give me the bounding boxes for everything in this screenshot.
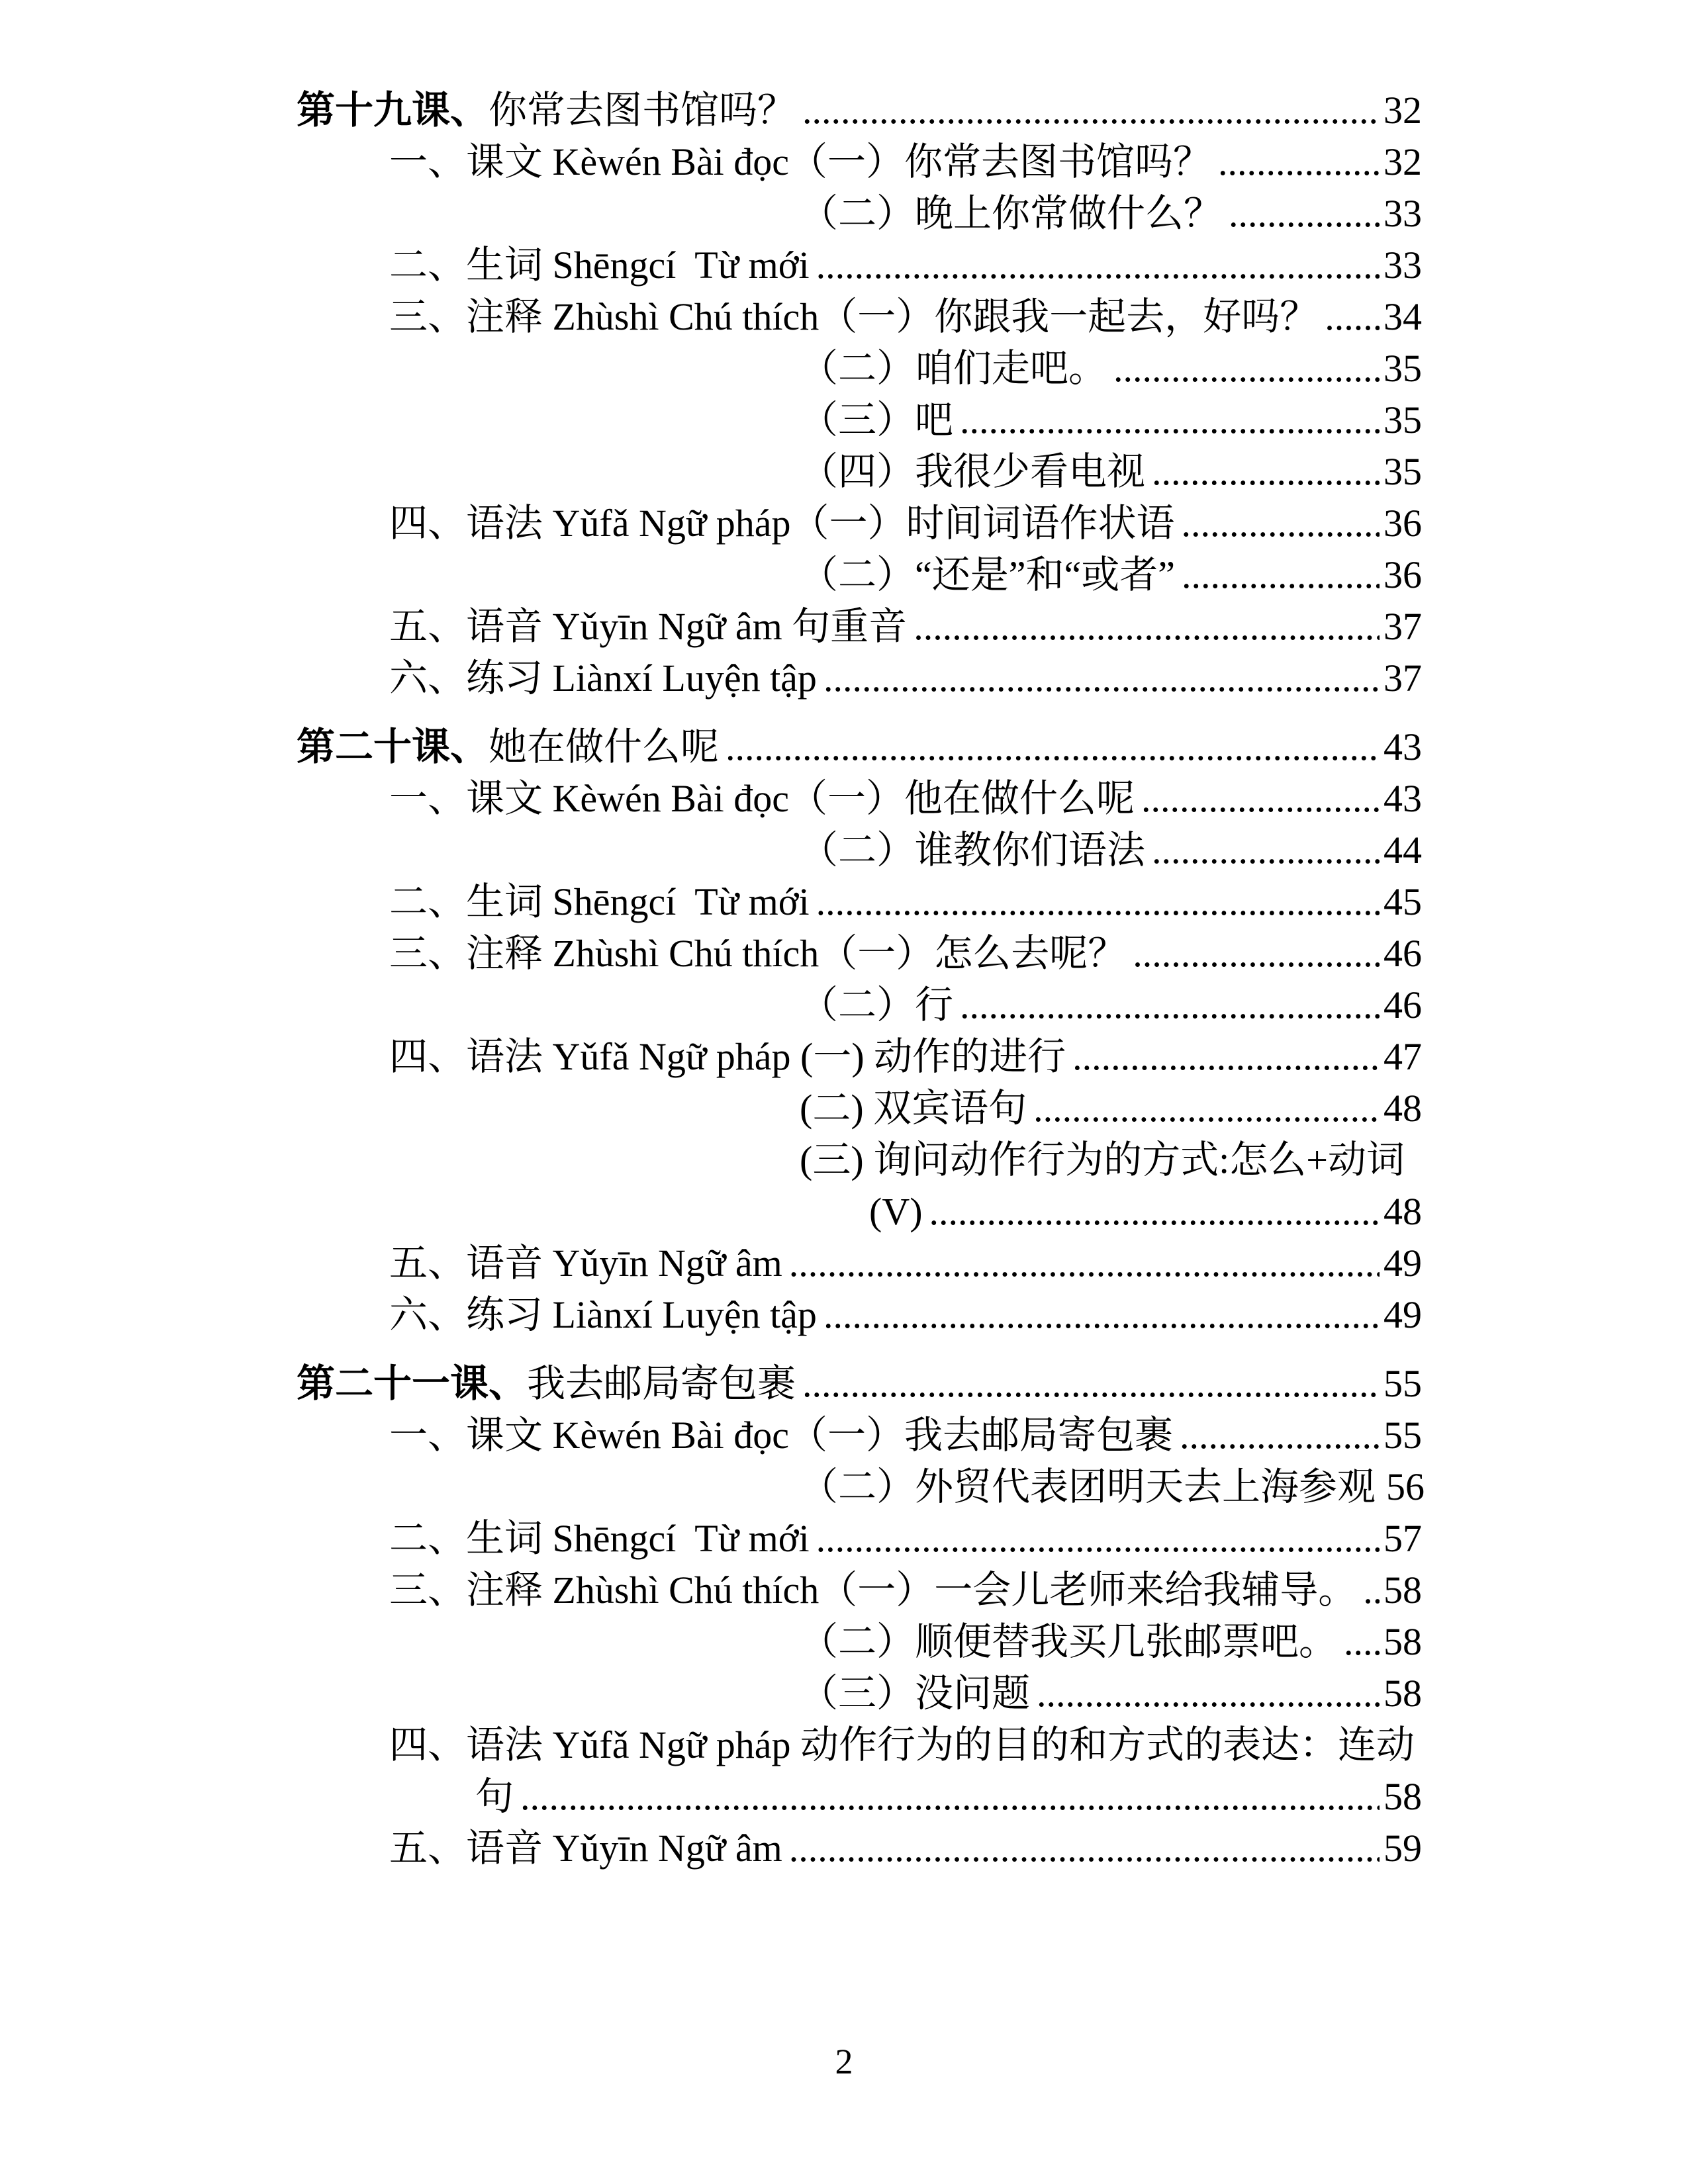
toc-entry-label: （三）吧: [800, 398, 954, 441]
toc-entry-row: [297, 446, 1422, 498]
toc-entry-label: 二、生词 Shēngcí Từ mới: [389, 880, 810, 923]
toc-entry-page-number: 36: [1383, 553, 1422, 596]
toc-chapter-row: [297, 721, 1422, 773]
toc-dot-leader: [1218, 136, 1380, 188]
toc-entry-label: 三、注释 Zhùshì Chú thích（一）怎么去呢？: [389, 932, 1127, 975]
toc-entry-row: [297, 498, 1422, 549]
toc-entry-row: [297, 291, 1422, 343]
toc-dot-leader: [726, 721, 1380, 773]
toc-entry-page-number: 56: [1386, 1465, 1425, 1508]
toc-entry-label: 五、语音 Yǔyīn Ngữ âm: [389, 1242, 782, 1285]
toc-entry-page-number: 37: [1383, 605, 1422, 648]
toc-entry-row: [297, 1565, 1422, 1616]
toc-entry-label: 句: [475, 1775, 514, 1818]
toc-entry-row: [297, 1719, 1422, 1771]
toc-entry-row: [297, 1461, 1425, 1513]
toc-dot-leader: [1113, 343, 1380, 394]
toc-entry-row: [297, 188, 1422, 240]
toc-entry-page-number: 49: [1383, 1293, 1422, 1336]
toc-entry-label: （二）顺便替我买几张邮票吧。: [800, 1620, 1338, 1663]
toc-entry-row: [297, 549, 1422, 601]
toc-dot-leader: [914, 601, 1380, 653]
toc-entry-label: 五、语音 Yǔyīn Ngữ âm: [389, 1827, 782, 1870]
toc-dot-leader: [816, 876, 1380, 928]
toc-entry-label: （二）晚上你常做什么？: [800, 192, 1223, 235]
toc-entry-page-number: 58: [1383, 1672, 1422, 1715]
toc-chapter-row: [297, 85, 1422, 136]
toc-entry-page-number: 46: [1383, 932, 1422, 975]
toc-entry-row: [297, 876, 1422, 928]
toc-entry-row: [297, 1513, 1422, 1565]
toc-dot-leader: [823, 1289, 1380, 1341]
toc-dot-leader: [1141, 773, 1380, 825]
toc-entry-label: 四、语法 Yǔfǎ Ngữ pháp (一) 动作的进行: [389, 1035, 1066, 1078]
toc-dot-leader: [520, 1771, 1380, 1823]
toc-entry-label: 六、练习 Liànxí Luyện tập: [389, 657, 817, 700]
toc-entry-label: 五、语音 Yǔyīn Ngữ âm 句重音: [389, 605, 908, 648]
toc-entry-label: 三、注释 Zhùshì Chú thích（一）你跟我一起去，好吗？: [389, 295, 1319, 338]
toc-list: [297, 85, 1425, 1874]
toc-entry-row: [297, 773, 1422, 825]
toc-entry-row: [297, 240, 1422, 291]
toc-entry-row: [297, 653, 1422, 704]
toc-entry-page-number: 37: [1383, 657, 1422, 700]
toc-entry-label: 二、生词 Shēngcí Từ mới: [389, 244, 810, 287]
toc-entry-page-number: 35: [1383, 398, 1422, 441]
toc-entry-bold-label: 第十九课、: [297, 89, 489, 132]
toc-entry-page-number: 43: [1383, 725, 1422, 768]
toc-entry-page-number: 58: [1383, 1569, 1422, 1612]
toc-dot-leader: [816, 1513, 1380, 1565]
page-number: 2: [835, 2042, 853, 2081]
toc-entry-row: [297, 979, 1422, 1031]
toc-entry-page-number: 55: [1383, 1414, 1422, 1457]
toc-dot-leader: [802, 85, 1380, 136]
toc-entry-label: 三、注释 Zhùshì Chú thích（一）一会儿老师来给我辅导。: [389, 1569, 1357, 1612]
toc-entry-page-number: 58: [1383, 1620, 1422, 1663]
toc-entry-label: 我去邮局寄包裹: [527, 1362, 796, 1405]
toc-dot-leader: [929, 1186, 1380, 1238]
toc-entry-label: 一、课文 Kèwén Bài đọc（一）你常去图书馆吗？: [389, 140, 1212, 183]
toc-dot-leader: [1182, 498, 1380, 549]
toc-entry-page-number: 59: [1383, 1827, 1422, 1870]
toc-entry-row: [297, 1083, 1422, 1134]
toc-entry-page-number: 45: [1383, 880, 1422, 923]
toc-entry-label: （二）咱们走吧。: [800, 347, 1107, 390]
toc-dot-leader: [1037, 1668, 1380, 1719]
toc-entry-page-number: 33: [1383, 192, 1422, 235]
toc-entry-page-number: 35: [1383, 450, 1422, 493]
toc-dot-leader: [1133, 928, 1380, 979]
toc-dot-leader: [1363, 1565, 1380, 1616]
toc-entry-page-number: 32: [1383, 140, 1422, 183]
toc-entry-row: [297, 928, 1422, 979]
toc-entry-bold-label: 第二十一课、: [297, 1362, 528, 1405]
toc-entry-row: [297, 343, 1422, 394]
toc-entry-label: (二) 双宾语句: [800, 1087, 1027, 1130]
toc-dot-leader: [1325, 291, 1380, 343]
toc-entry-row: [297, 1186, 1422, 1238]
toc-entry-label: （二）行: [800, 983, 954, 1026]
toc-dot-leader: [1344, 1616, 1380, 1668]
toc-dot-leader: [789, 1238, 1380, 1289]
toc-entry-label: (V): [869, 1190, 923, 1233]
toc-dot-leader: [823, 653, 1380, 704]
toc-entry-row: [297, 1823, 1422, 1874]
toc-entry-label: (三) 询问动作行为的方式:怎么+动词: [800, 1138, 1405, 1181]
toc-chapter-row: [297, 1358, 1422, 1410]
toc-dot-leader: [1033, 1083, 1380, 1134]
toc-entry-page-number: 43: [1383, 777, 1422, 820]
toc-entry-row: [297, 825, 1422, 876]
toc-entry-label: 一、课文 Kèwén Bài đọc（一）我去邮局寄包裹: [389, 1414, 1174, 1457]
toc-entry-label: （二）谁教你们语法: [800, 829, 1146, 872]
toc-entry-label: （二）外贸代表团明天去上海参观: [800, 1465, 1376, 1508]
toc-dot-leader: [1229, 188, 1380, 240]
toc-entry-row: [297, 1238, 1422, 1289]
toc-entry-page-number: 32: [1383, 89, 1422, 132]
toc-entry-label: 你常去图书馆吗？: [489, 89, 796, 132]
toc-entry-page-number: 33: [1383, 244, 1422, 287]
toc-entry-row: [297, 601, 1422, 653]
toc-dot-leader: [1152, 825, 1380, 876]
toc-entry-bold-label: 第二十课、: [297, 725, 489, 768]
toc-entry-page-number: 46: [1383, 983, 1422, 1026]
toc-entry-label: （二）“还是”和“或者”: [800, 553, 1175, 596]
toc-entry-page-number: 48: [1383, 1190, 1422, 1233]
toc-entry-page-number: 34: [1383, 295, 1422, 338]
toc-entry-page-number: 57: [1383, 1517, 1422, 1560]
toc-entry-row: [297, 1134, 1422, 1186]
toc-entry-label: （四）我很少看电视: [800, 450, 1146, 493]
toc-entry-row: [297, 1668, 1422, 1719]
toc-entry-page-number: 44: [1383, 829, 1422, 872]
toc-entry-page-number: 55: [1383, 1362, 1422, 1405]
toc-entry-page-number: 58: [1383, 1775, 1422, 1818]
toc-dot-leader: [802, 1358, 1380, 1410]
toc-entry-page-number: 47: [1383, 1035, 1422, 1078]
toc-dot-leader: [789, 1823, 1380, 1874]
toc-dot-leader: [1182, 549, 1380, 601]
toc-dot-leader: [816, 240, 1380, 291]
toc-entry-label: 一、课文 Kèwén Bài đọc（一）他在做什么呢: [389, 777, 1135, 820]
toc-entry-label: 六、练习 Liànxí Luyện tập: [389, 1293, 817, 1336]
toc-entry-label: （三）没问题: [800, 1672, 1031, 1715]
toc-entry-row: [297, 136, 1422, 188]
toc-entry-row: [297, 1410, 1422, 1461]
toc-entry-row: [297, 1771, 1422, 1823]
toc-entry-row: [297, 394, 1422, 446]
toc-dot-leader: [960, 979, 1380, 1031]
toc-entry-row: [297, 1031, 1422, 1083]
toc-dot-leader: [1072, 1031, 1380, 1083]
toc-entry-label: 四、语法 Yǔfǎ Ngữ pháp 动作行为的目的和方式的表达：连动: [389, 1723, 1415, 1766]
toc-entry-row: [297, 1616, 1422, 1668]
toc-entry-label: 她在做什么呢: [489, 725, 720, 768]
toc-entry-page-number: 35: [1383, 347, 1422, 390]
toc-dot-leader: [1180, 1410, 1380, 1461]
toc-entry-page-number: 48: [1383, 1087, 1422, 1130]
toc-entry-label: 四、语法 Yǔfǎ Ngữ pháp（一）时间词语作状语: [389, 502, 1175, 545]
toc-entry-page-number: 36: [1383, 502, 1422, 545]
toc-dot-leader: [960, 394, 1380, 446]
toc-dot-leader: [1152, 446, 1380, 498]
toc-entry-label: 二、生词 Shēngcí Từ mới: [389, 1517, 810, 1560]
toc-entry-row: [297, 1289, 1422, 1341]
toc-entry-page-number: 49: [1383, 1242, 1422, 1285]
